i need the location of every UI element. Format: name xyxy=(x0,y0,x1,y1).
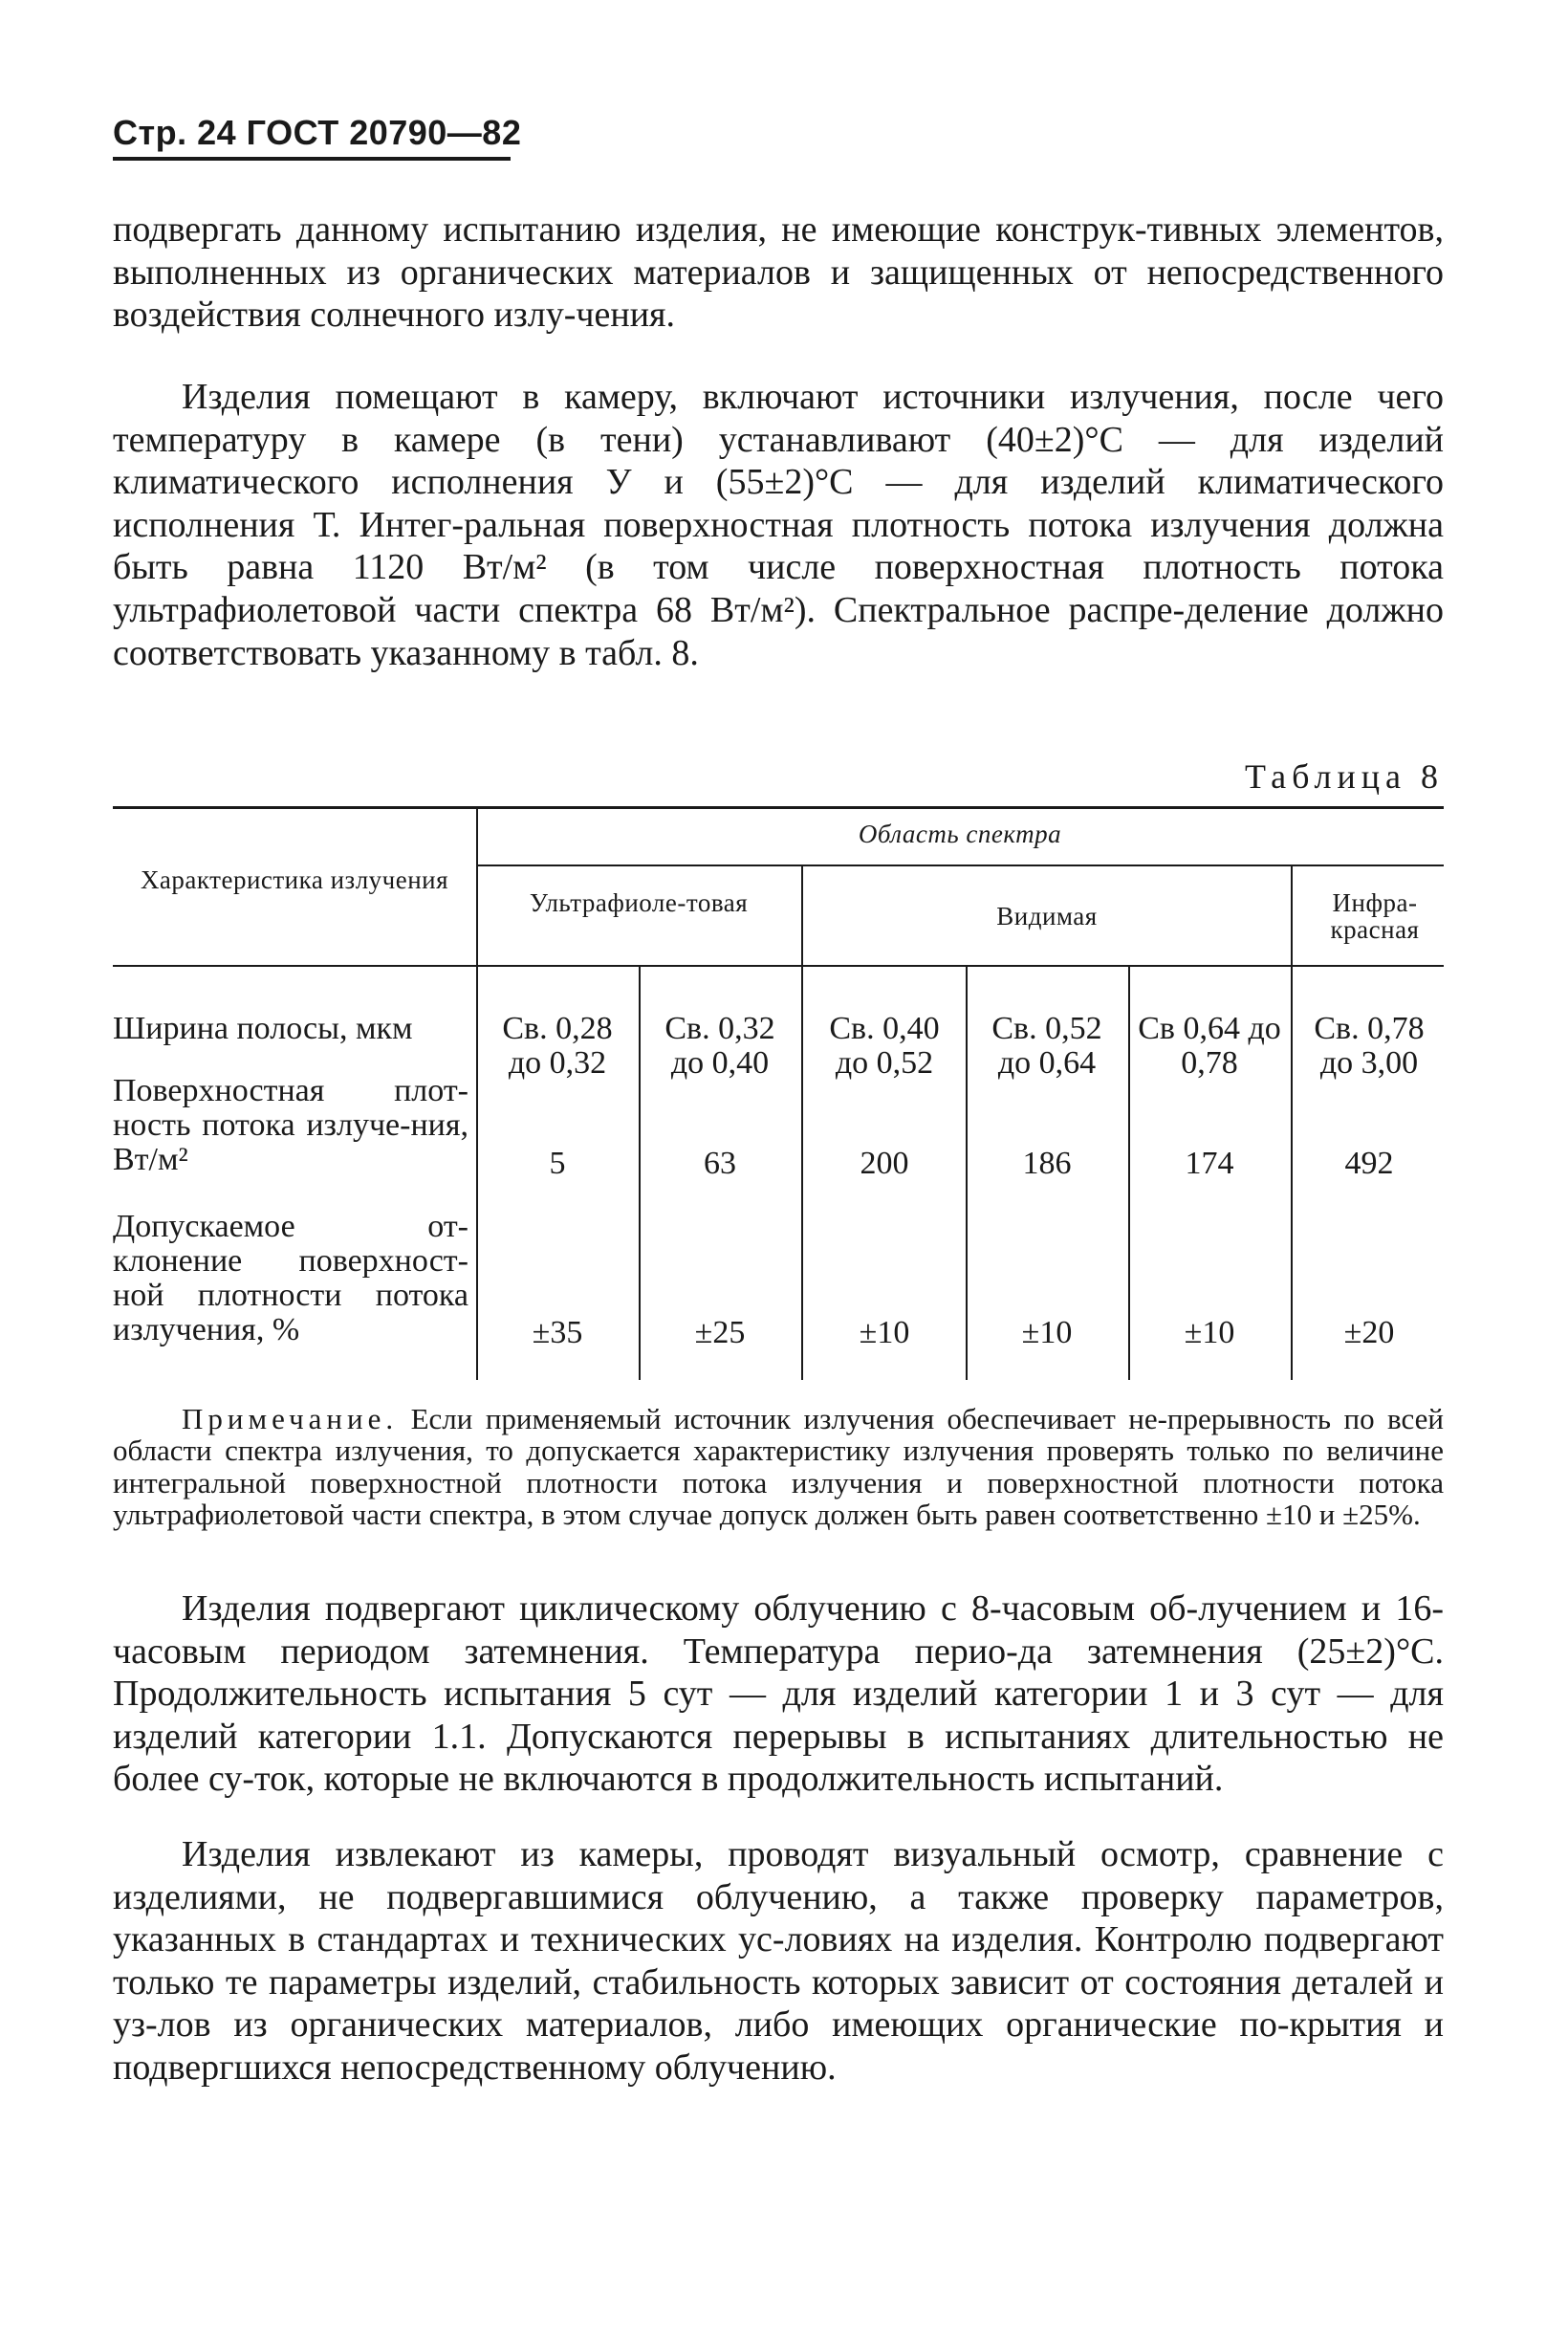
cell-flux-3: 200 xyxy=(860,1146,909,1181)
paragraph-1-text: подвергать данному испытанию изделия, не имеющие конструк-тивных элементов, выполненных из органических материалов и защищенных от непосредственного воздействия солнечного излу-чения. xyxy=(113,209,1444,336)
table-divider-label xyxy=(476,809,478,1380)
paragraph-3-text: Изделия подвергают циклическому облучению с 8-часовым об-лучением и 16-часовым периодом затемнения. Температура перио-да затемнения (25±2)°С. Продолжительность испытания 5 сут — для изделий категории 1 и 3 сут — для изделий категории 1.1. Допускаются перерывы в испытаниях длительностью не более су-ток, которые не включаются в продолжительность испытаний. xyxy=(113,1588,1444,1800)
paragraph-1 xyxy=(113,208,1444,337)
table-divider-vis-1 xyxy=(966,967,968,1380)
table-head-region: Область спектра xyxy=(858,820,1062,848)
table-note xyxy=(113,1403,1444,1531)
cell-bandwidth-2: Св. 0,32 до 0,40 xyxy=(664,1011,775,1081)
cell-flux-1: 5 xyxy=(549,1146,566,1181)
table-header-bottom-rule xyxy=(113,965,1444,967)
table-divider-uv-cols xyxy=(639,967,641,1380)
cell-bandwidth-3: Св. 0,40 до 0,52 xyxy=(829,1011,940,1081)
table-divider-vis-2 xyxy=(1128,967,1130,1380)
cell-bandwidth-5: Св 0,64 до 0,78 xyxy=(1138,1011,1281,1081)
cell-tolerance-1: ±35 xyxy=(532,1315,583,1350)
table-divider-visible-ir xyxy=(1291,865,1293,1380)
cell-tolerance-6: ±20 xyxy=(1343,1315,1395,1350)
table-divider-uv-visible xyxy=(801,865,803,1380)
cell-bandwidth-6: Св. 0,78 до 3,00 xyxy=(1314,1011,1425,1081)
table-head-uv: Ультрафиоле-товая xyxy=(529,888,749,917)
table-head-characteristic: Характеристика излучения xyxy=(140,865,449,894)
page-header: Стр. 24 ГОСТ 20790—82 xyxy=(113,113,522,152)
cell-bandwidth-4: Св. 0,52 до 0,64 xyxy=(991,1011,1102,1081)
paragraph-4 xyxy=(113,1833,1444,2090)
table-head-ir: Инфра-красная xyxy=(1330,888,1420,944)
note-text: Если применяемый источник излучения обеспечивает не-прерывность по всей области спектра излучения, то допускается характеристику излучения проверять только по величине интегральной поверхностной плотности потока излучения и поверхностной плотности потока ультрафиолетовой части спектра, в этом случае допуск должен быть равен соответственно ±10 и ±25%. xyxy=(113,1402,1445,1532)
note-label: Примечание. xyxy=(182,1402,399,1435)
cell-tolerance-5: ±10 xyxy=(1184,1315,1235,1350)
header-rule xyxy=(113,157,511,161)
paragraph-3 xyxy=(113,1587,1444,1801)
paragraph-2-text: Изделия помещают в камеру, включают источники излучения, после чего температуру в камере (в тени) устанавливают (40±2)°С — для изделий климатического исполнения У и (55±2)°С — для изделий климатического исполнения Т. Интег-ральная поверхностная плотность потока излучения должна быть равна 1120 Вт/м² (в том числе поверхностная плотность потока ультрафиолетовой части спектра 68 Вт/м²). Спектральное распре-деление должно соответствовать указанному в табл. 8. xyxy=(113,377,1444,673)
cell-flux-5: 174 xyxy=(1185,1146,1234,1181)
table-top-rule xyxy=(113,806,1444,809)
cell-tolerance-3: ±10 xyxy=(859,1315,910,1350)
cell-flux-4: 186 xyxy=(1022,1146,1072,1181)
table-caption: Таблица 8 xyxy=(1245,757,1444,796)
row-label-tolerance: Допускаемое от-клонение поверхност-ной плотности потока излучения, % xyxy=(113,1209,468,1347)
paragraph-4-text: Изделия извлекают из камеры, проводят визуальный осмотр, сравнение с изделиями, не подвергавшимися облучению, а также проверку параметров, указанных в стандартах и технических ус-ловиях на изделия. Контролю подвергают только те параметры изделий, стабильность которых зависит от состояния деталей и уз-лов из органических материалов, либо имеющих органические по-крытия и подвергшихся непосредственному облучению. xyxy=(113,1834,1444,2088)
row-label-flux-density: Поверхностная плот-ность потока излуче-ния, Вт/м² xyxy=(113,1073,468,1177)
table-head-visible: Видимая xyxy=(996,902,1098,930)
cell-flux-2: 63 xyxy=(704,1146,736,1181)
paragraph-2 xyxy=(113,376,1444,674)
table-divider-region xyxy=(476,865,1444,866)
cell-flux-6: 492 xyxy=(1344,1146,1394,1181)
cell-tolerance-2: ±25 xyxy=(694,1315,746,1350)
cell-bandwidth-1: Св. 0,28 до 0,32 xyxy=(502,1011,613,1081)
cell-tolerance-4: ±10 xyxy=(1021,1315,1073,1350)
row-label-bandwidth: Ширина полосы, мкм xyxy=(113,1011,413,1046)
